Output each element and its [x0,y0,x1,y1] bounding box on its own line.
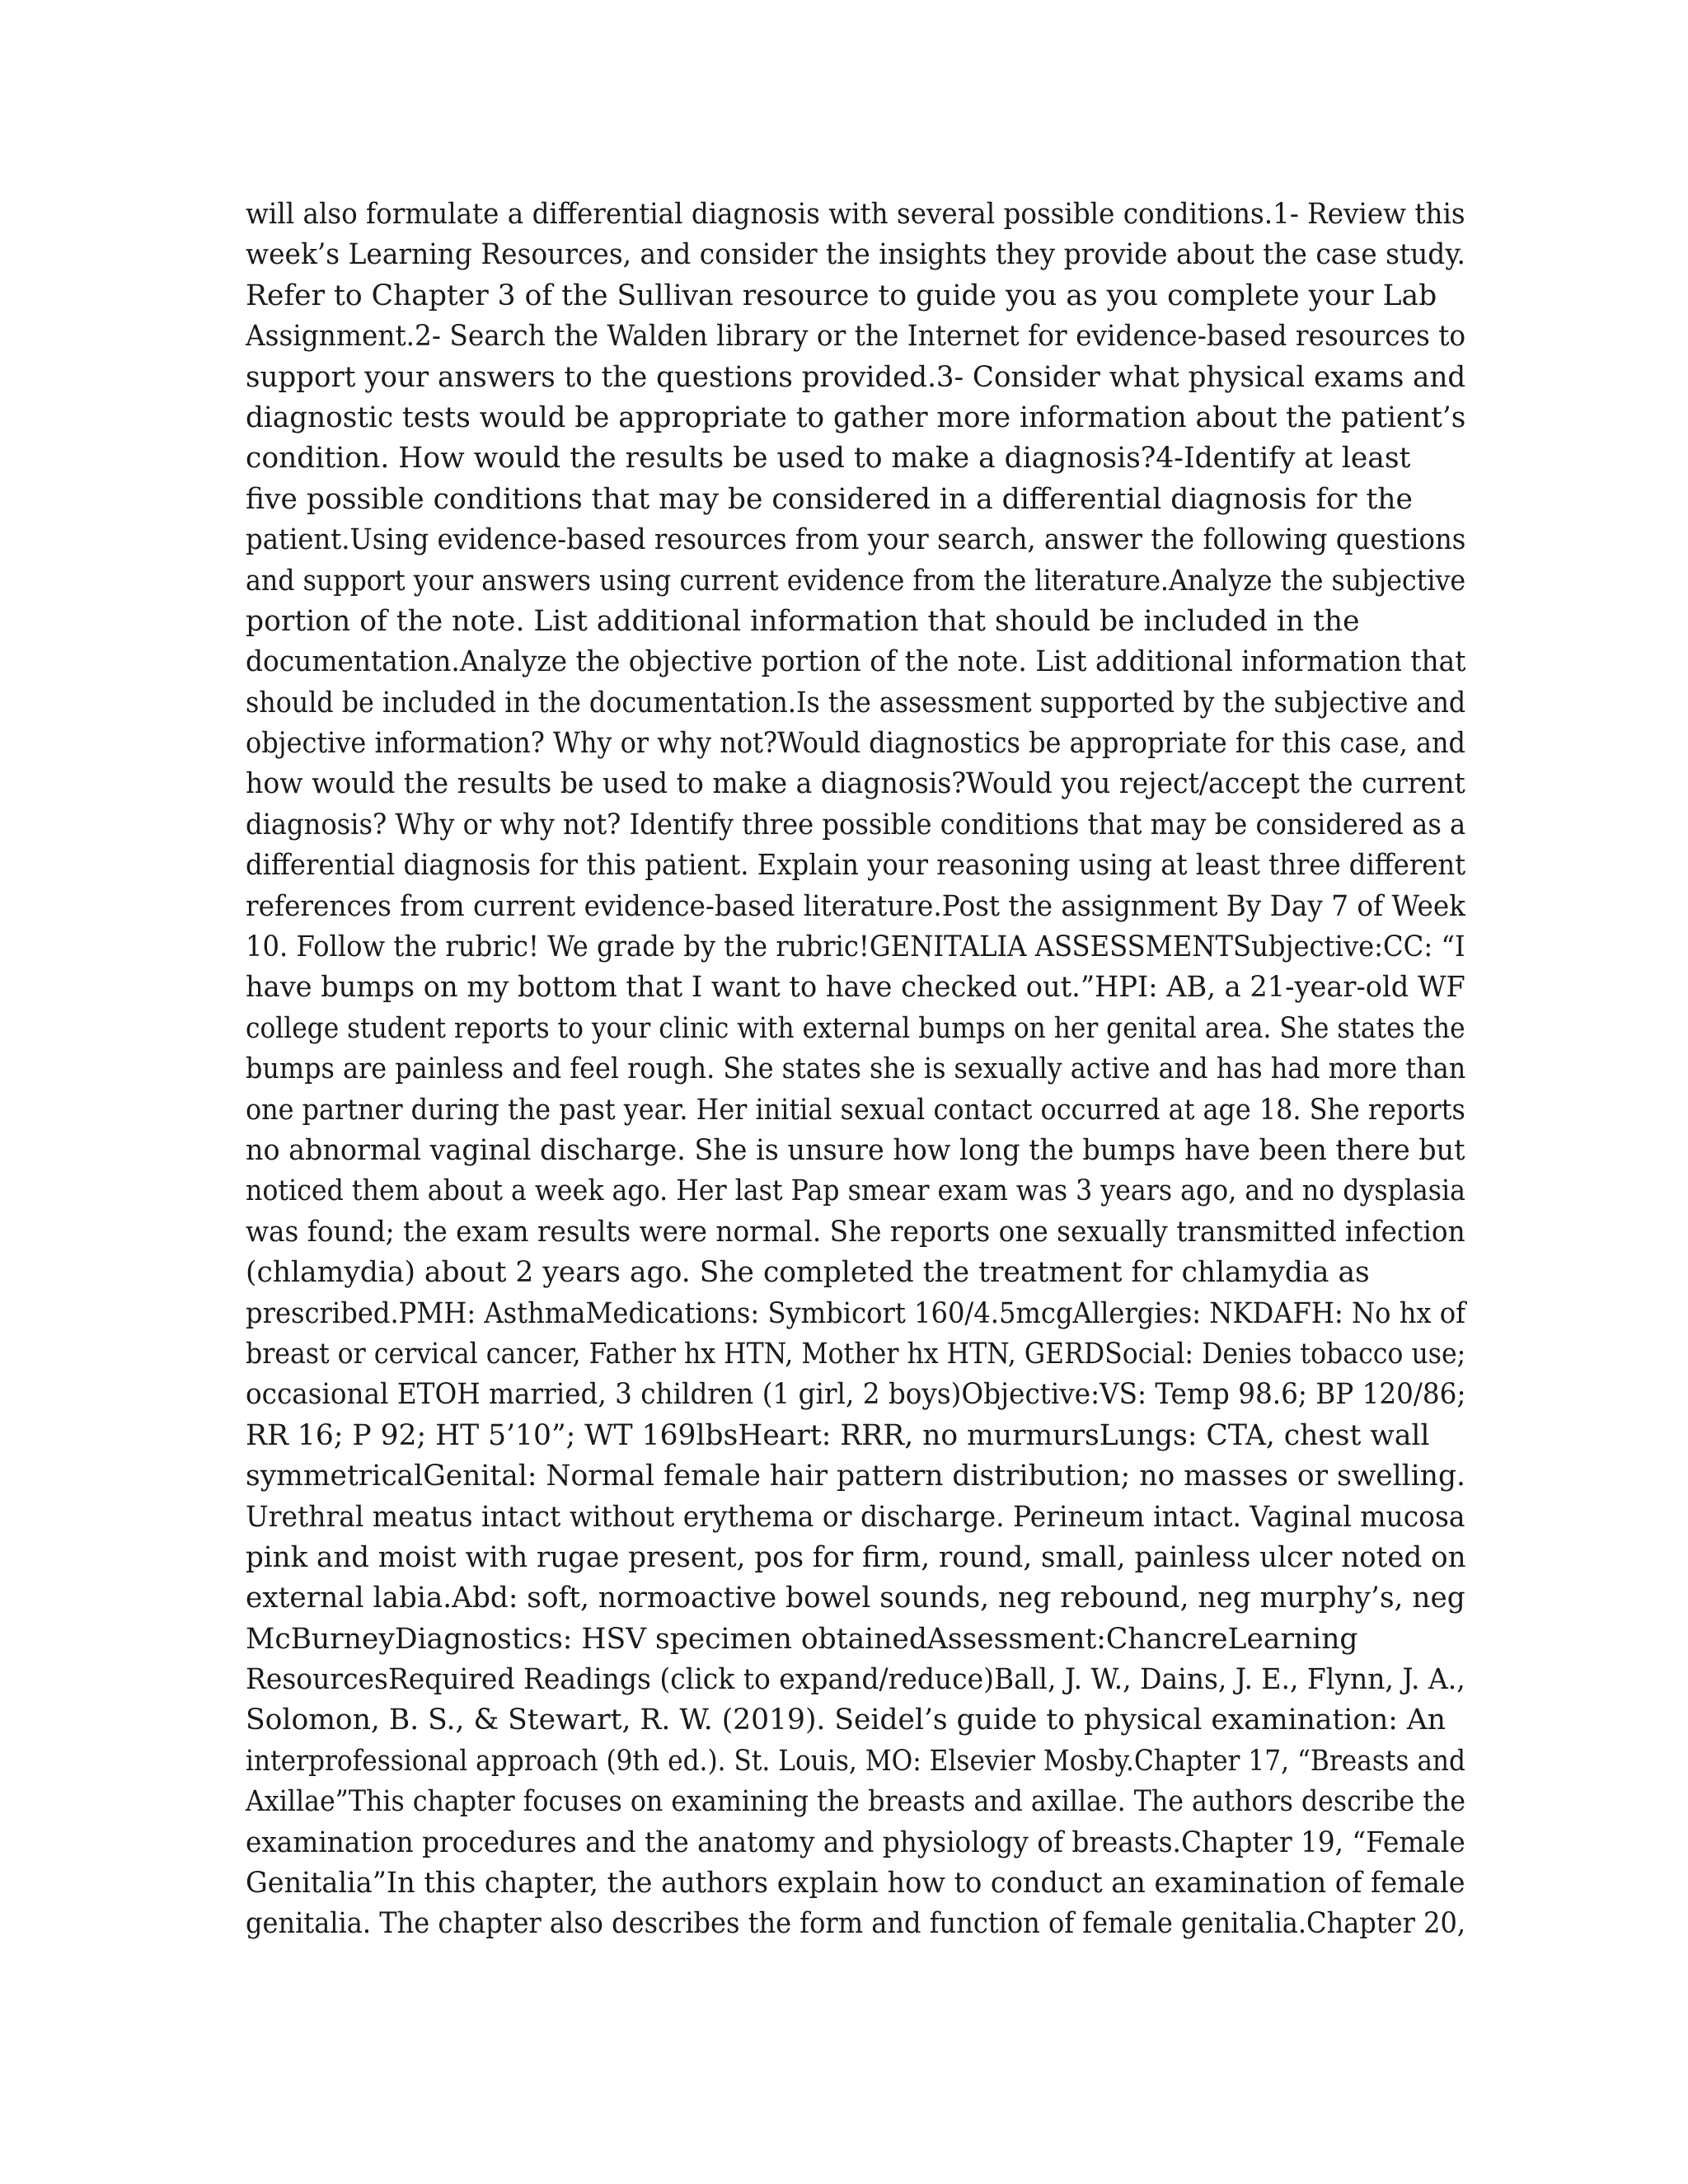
text-line: should be included in the documentation.Is the assessment supported by the subjective and [246,686,1466,719]
text-line: portion of the note. List additional information that should be included in the [246,604,1360,638]
text-line: diagnostic tests would be appropriate to gather more information about the patient’s [246,401,1466,434]
text-line: noticed them about a week ago. Her last Pap smear exam was 3 years ago, and no dysplasia [246,1174,1465,1208]
text-line: documentation.Analyze the objective portion of the note. List additional information that [246,645,1466,679]
text-line: (chlamydia) about 2 years ago. She completed the treatment for chlamydia as [246,1256,1370,1290]
text-line: how would the results be used to make a diagnosis?Would you reject/accept the current [246,767,1465,801]
text-line: five possible conditions that may be considered in a differential diagnosis for the [246,482,1413,516]
text-line: differential diagnosis for this patient. Explain your reasoning using at least three different [246,849,1466,883]
text-line: prescribed.PMH: AsthmaMedications: Symbicort 160/4.5mcgAllergies: NKDAFH: No hx of [246,1296,1466,1330]
text-line: Refer to Chapter 3 of the Sullivan resource to guide you as you complete your Lab [246,279,1437,312]
text-line: have bumps on my bottom that I want to have checked out.”HPI: AB, a 21-year-old WF [246,971,1465,1005]
text-line: bumps are painless and feel rough. She states she is sexually active and has had more than [246,1052,1466,1086]
text-line: McBurneyDiagnostics: HSV specimen obtainedAssessment:ChancreLearning [246,1622,1358,1656]
text-line: diagnosis? Why or why not? Identify three possible conditions that may be considered as a [246,808,1466,841]
text-line: breast or cervical cancer, Father hx HTN, Mother hx HTN, GERDSocial: Denies tobacco use; [246,1337,1466,1371]
text-line: no abnormal vaginal discharge. She is unsure how long the bumps have been there but [246,1133,1465,1167]
text-line: Solomon, B. S., & Stewart, R. W. (2019). Seidel’s guide to physical examination: An [246,1704,1447,1737]
text-line: ResourcesRequired Readings (click to expand/reduce)Ball, J. W., Dains, J. E., Flynn, J. A., [246,1663,1465,1697]
body-text [246,194,1465,1945]
text-line: occasional ETOH married, 3 children (1 girl, 2 boys)Objective:VS: Temp 98.6; BP 120/86; [246,1378,1466,1412]
text-line: symmetricalGenital: Normal female hair pattern distribution; no masses or swelling. [246,1460,1465,1493]
text-line: Assignment.2- Search the Walden library or the Internet for evidence-based resources to [246,320,1466,354]
text-line: Genitalia”In this chapter, the authors explain how to conduct an examination of female [246,1867,1465,1900]
text-line: RR 16; P 92; HT 5’10”; WT 169lbsHeart: RRR, no murmursLungs: CTA, chest wall [246,1418,1430,1452]
text-line: one partner during the past year. Her initial sexual contact occurred at age 18. She reports [246,1093,1465,1127]
text-line: week’s Learning Resources, and consider the insights they provide about the case study. [246,238,1465,272]
text-line: objective information? Why or why not?Would diagnostics be appropriate for this case, and [246,727,1466,761]
text-line: Urethral meatus intact without erythema or discharge. Perineum intact. Vaginal mucosa [246,1500,1465,1534]
text-line: college student reports to your clinic with external bumps on her genital area. She states the [246,1011,1465,1045]
text-line: external labia.Abd: soft, normoactive bowel sounds, neg rebound, neg murphy’s, neg [246,1582,1465,1615]
text-line: references from current evidence-based literature.Post the assignment By Day 7 of Week [246,889,1465,923]
text-line: interprofessional approach (9th ed.). St. Louis, MO: Elsevier Mosby.Chapter 17, “Breasts and [246,1744,1466,1778]
text-line: will also formulate a differential diagnosis with several possible conditions.1- Review this [246,198,1465,231]
text-line: patient.Using evidence-based resources from your search, answer the following questions [246,523,1466,557]
text-line: 10. Follow the rubric! We grade by the rubric!GENITALIA ASSESSMENTSubjective:CC: “I [246,930,1465,964]
text-line: genitalia. The chapter also describes the form and function of female genitalia.Chapter 20, [246,1907,1466,1941]
text-line: was found; the exam results were normal. She reports one sexually transmitted infection [246,1215,1465,1249]
text-line: condition. How would the results be used to make a diagnosis?4-Identify at least [246,442,1411,476]
text-line: pink and moist with rugae present, pos for firm, round, small, painless ulcer noted on [246,1540,1466,1574]
text-line: examination procedures and the anatomy and physiology of breasts.Chapter 19, “Female [246,1825,1465,1859]
text-line: and support your answers using current evidence from the literature.Analyze the subjective [246,564,1466,598]
text-line: Axillae”This chapter focuses on examining the breasts and axillae. The authors describe the [246,1785,1466,1819]
text-line: support your answers to the questions provided.3- Consider what physical exams and [246,360,1466,394]
